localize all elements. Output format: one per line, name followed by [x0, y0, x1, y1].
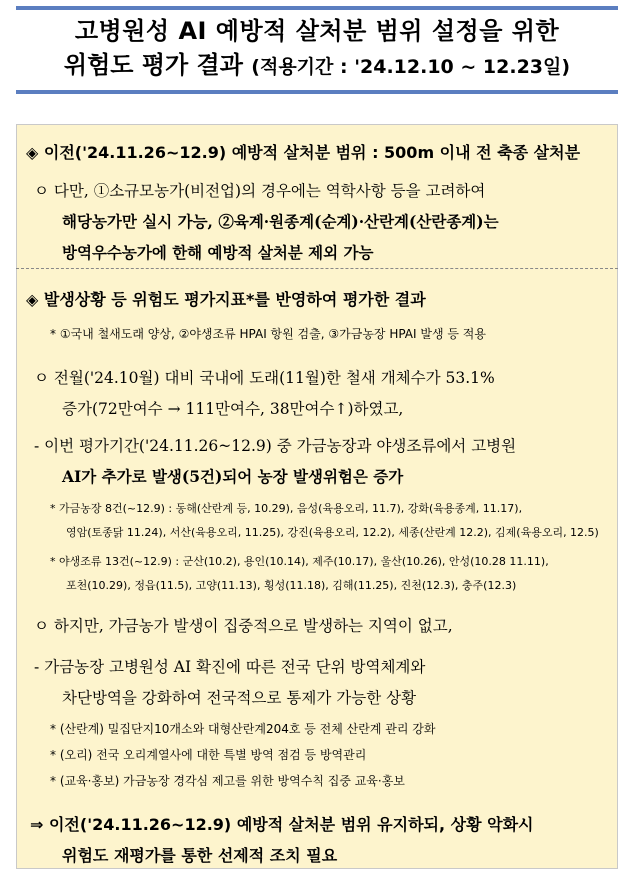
section2-para2b: AI가 추가로 발생(5건)되어 농장 발생위험은 증가 — [62, 467, 404, 486]
wild-bird-line2: 포천(10.29), 정읍(11.5), 고양(11.13), 횡성(11.18), 김해(11.25), 진천(12.3), 충주(12.3) — [66, 579, 517, 592]
bottom-rule — [16, 90, 618, 94]
section1-heading: ◈ 이전('24.11.26~12.9) 예방적 살처분 범위 : 500m 이내 전 축종 살처분 — [26, 143, 581, 162]
section2-para1b: 증가(72만여수 → 111만여수, 38만여수↑)하였고, — [62, 400, 404, 418]
farm-outbreaks-line2: 영암(토종닭 11.24), 서산(육용오리, 11.25), 강진(육용오리, 12.2), 세종(산란계 12.2), 김제(육용오리, 12.5) — [66, 526, 599, 539]
section1-para3: 방역우수농가에 한해 예방적 살처분 제외 가능 — [62, 243, 374, 262]
section2-para3: ㅇ 하지만, 가금농가 발생이 집중적으로 발생하는 지역이 없고, — [34, 617, 453, 635]
section2-para4b: 차단방역을 강화하여 전국적으로 통제가 가능한 상황 — [62, 689, 417, 707]
title-main: 위험도 평가 결과 — [63, 51, 243, 79]
section1-para1: ㅇ 다만, ①소규모농가(비전업)의 경우에는 역학사항 등을 고려하여 — [34, 182, 486, 200]
section2-heading: ◈ 발생상황 등 위험도 평가지표*를 반영하여 평가한 결과 — [26, 290, 426, 309]
section-divider — [16, 268, 618, 269]
title-period: (적용기간 : '24.12.10 ~ 12.23일) — [251, 56, 571, 78]
section1-para2: 해당농가만 실시 가능, ②육계·원종계(순계)·산란계(산란종계)는 — [62, 212, 499, 231]
section2-para1a: ㅇ 전월('24.10월) 대비 국내에 도래(11월)한 철새 개체수가 53.1% — [34, 369, 495, 387]
measure-note-2: * (오리) 전국 오리계열사에 대한 특별 방역 점검 등 방역관리 — [50, 748, 367, 762]
conclusion-line2: 위험도 재평가를 통한 선제적 조치 필요 — [62, 846, 338, 865]
conclusion-line1: ⇒ 이전('24.11.26~12.9) 예방적 살처분 범위 유지하되, 상황 악화시 — [30, 815, 534, 834]
page-title — [18, 14, 616, 84]
measure-note-3: * (교육·홍보) 가금농장 경각심 제고를 위한 방역수칙 집중 교육·홍보 — [50, 774, 405, 788]
indicator-note: * ①국내 철새도래 양상, ②야생조류 HPAI 항원 검출, ③가금농장 HPAI 발생 등 적용 — [50, 327, 486, 341]
measure-note-1: * (산란계) 밀집단지10개소와 대형산란계204호 등 전체 산란계 관리 강화 — [50, 722, 436, 736]
title-line2 — [18, 48, 616, 84]
wild-bird-line1: * 야생조류 13건(~12.9) : 군산(10.2), 용인(10.14), 제주(10.17), 울산(10.26), 안성(10.28 11.11), — [50, 555, 549, 568]
section2-para4a: - 가금농장 고병원성 AI 확진에 따른 전국 단위 방역체계와 — [34, 658, 426, 676]
section2-para2a: - 이번 평가기간('24.11.26~12.9) 중 가금농장과 야생조류에서 고병원 — [34, 437, 517, 455]
title-line1: 고병원성 AI 예방적 살처분 범위 설정을 위한 — [74, 17, 560, 45]
top-rule — [16, 6, 618, 10]
farm-outbreaks-line1: * 가금농장 8건(~12.9) : 동해(산란계 등, 10.29), 음성(육용오리, 11.7), 강화(육용종계, 11.17), — [50, 502, 523, 515]
